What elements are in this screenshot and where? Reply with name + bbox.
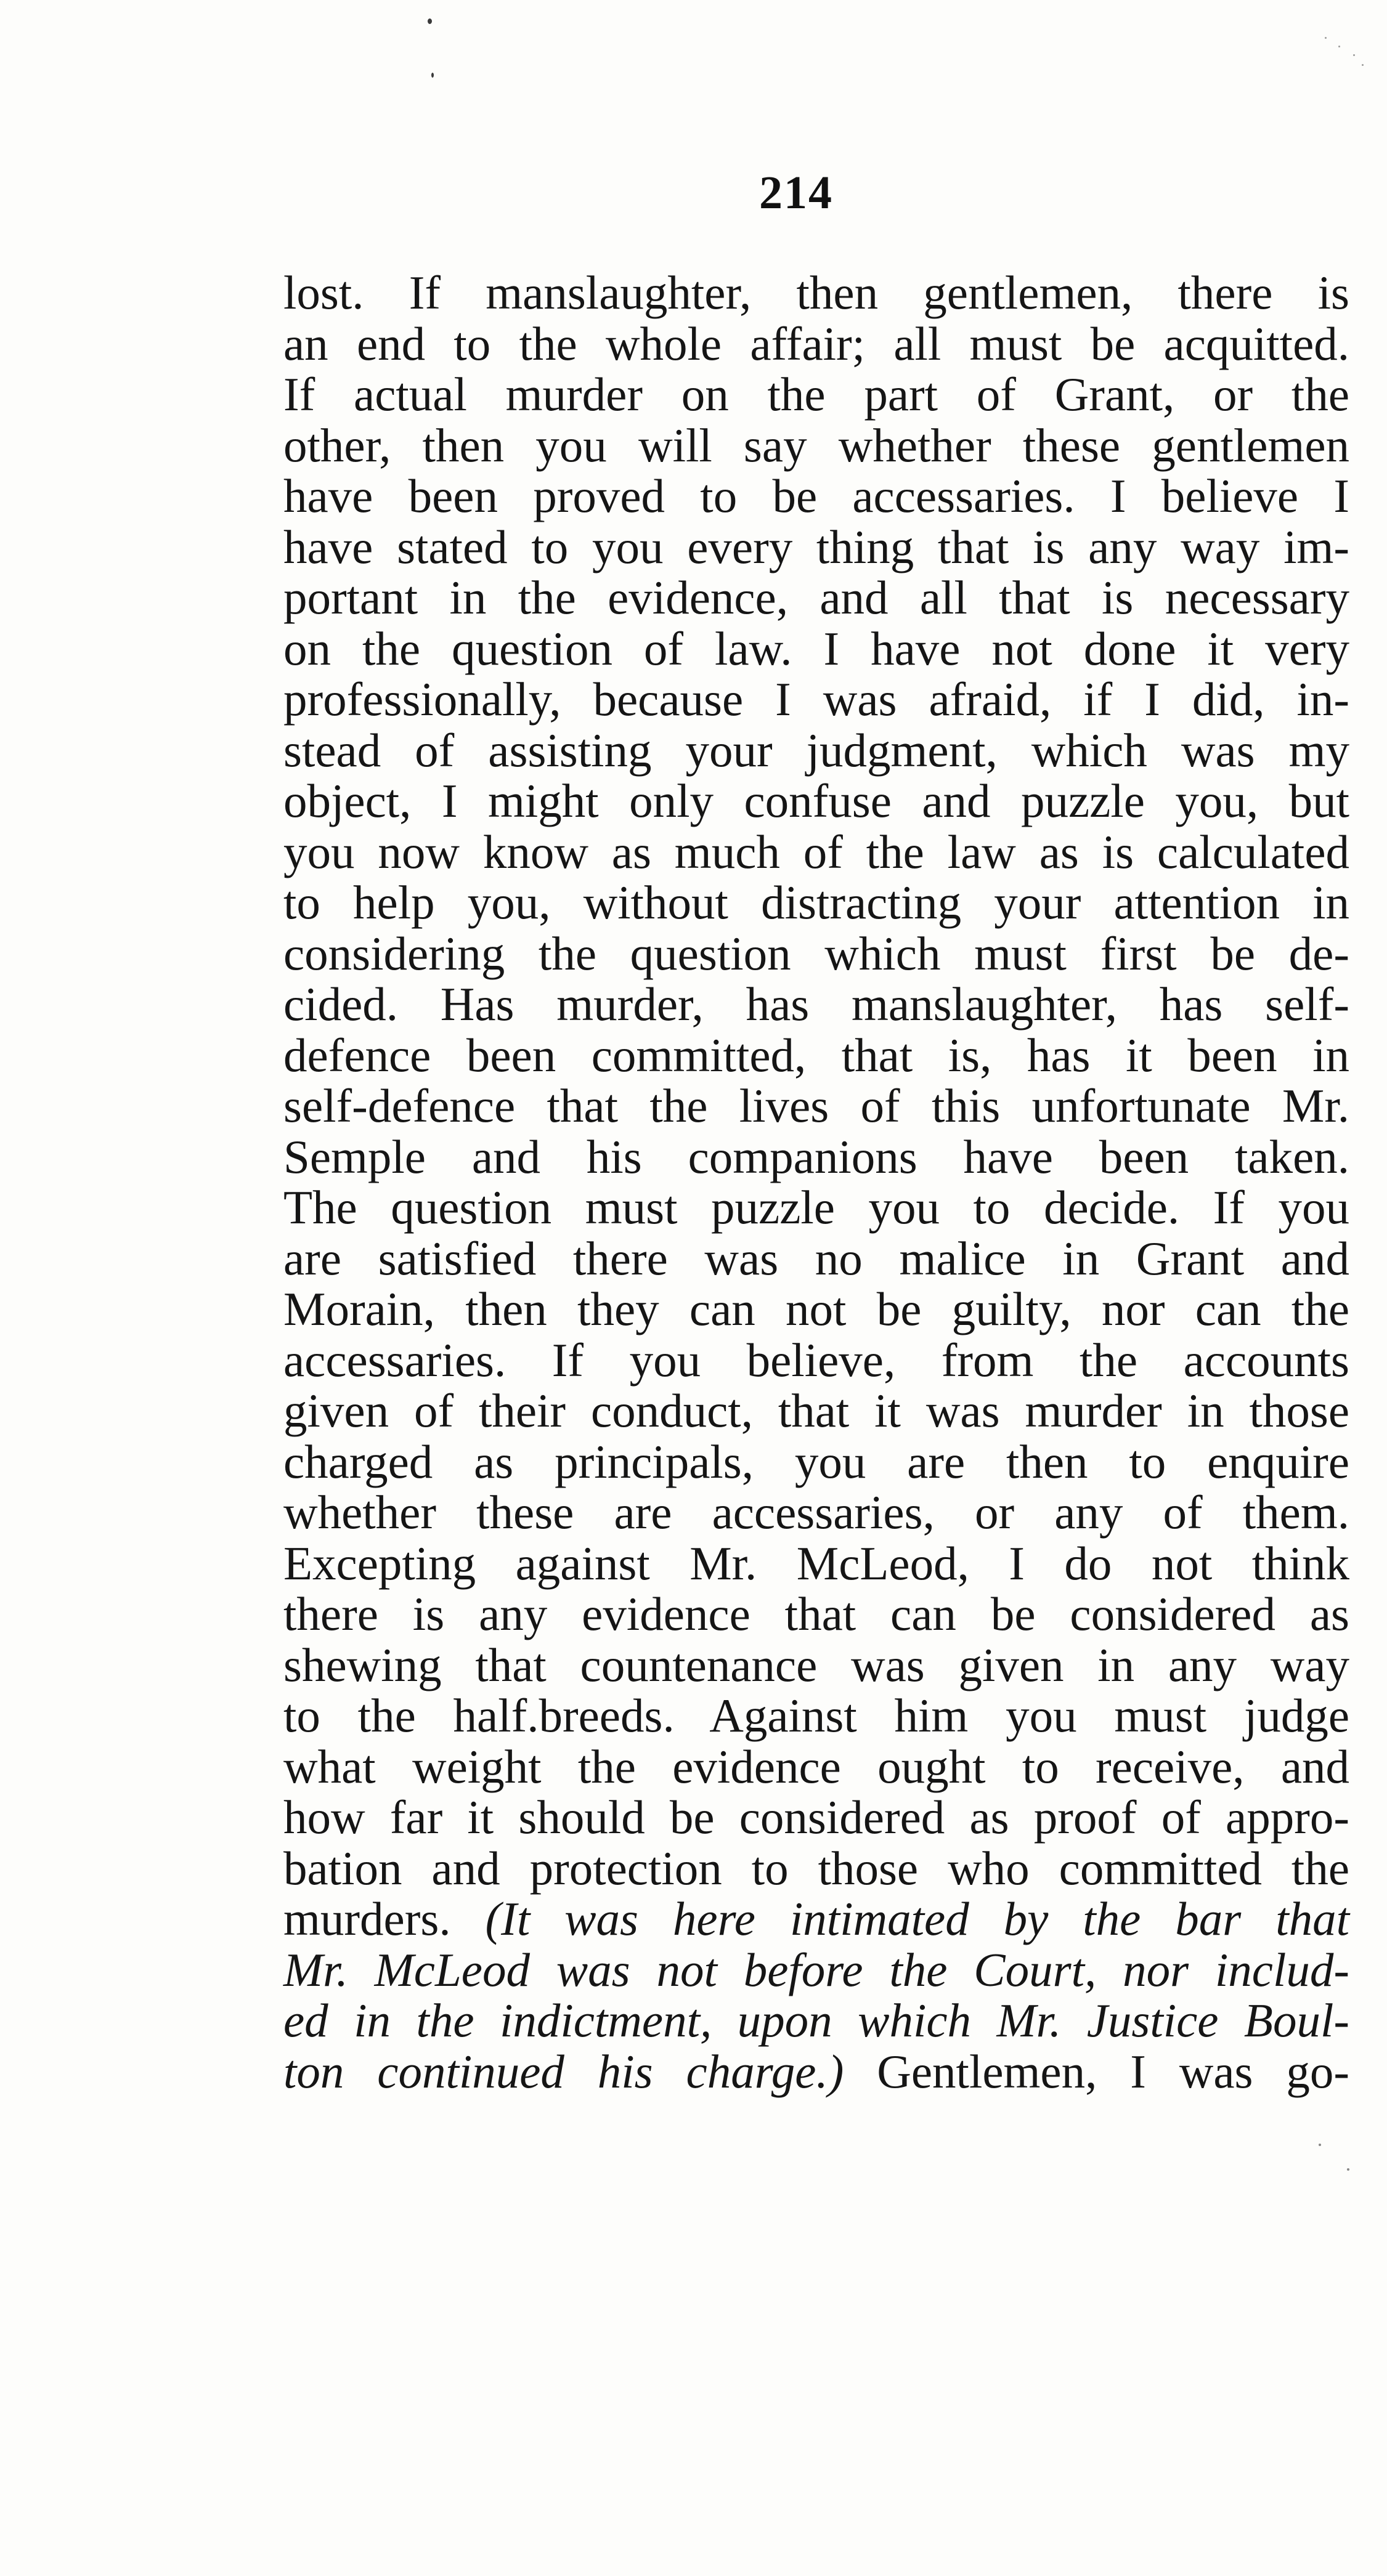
text-span: on the question of law. I have not done it very (283, 622, 1349, 675)
text-span: have been proved to be accessaries. I believe I (283, 469, 1349, 522)
ink-speck (1353, 54, 1355, 56)
text-span: considering the question which must first be de- (283, 926, 1349, 980)
text-line (283, 1741, 1349, 1792)
text-span: bation and protection to those who committed the (283, 1841, 1349, 1895)
text-span: shewing that countenance was given in any way (283, 1638, 1349, 1691)
text-span: how far it should be considered as proof of appro- (283, 1791, 1349, 1844)
text-span: are satisfied there was no malice in Grant and (283, 1231, 1349, 1285)
text-line (283, 1182, 1349, 1233)
text-span: murders. (283, 1892, 451, 1945)
text-line (283, 369, 1349, 420)
text-line (283, 267, 1349, 318)
text-line (283, 1284, 1349, 1335)
text-line (283, 725, 1349, 776)
italic-aside: (It was here intimated by the bar that (485, 1892, 1349, 1945)
text-span: If actual murder on the part of Grant, or the (283, 368, 1349, 421)
text-line (283, 1080, 1349, 1132)
text-span: Excepting against Mr. McLeod, I do not think (283, 1536, 1349, 1590)
text-line (283, 827, 1349, 878)
text-line (283, 2046, 1349, 2097)
italic-aside: ton continued his charge.) (283, 2044, 844, 2098)
text-line (283, 1487, 1349, 1538)
text-line (283, 318, 1349, 370)
text-line (283, 1538, 1349, 1589)
text-span: Gentlemen, I was go- (877, 2044, 1349, 2098)
text-line (283, 1640, 1349, 1691)
text-span: object, I might only confuse and puzzle you, but (283, 774, 1349, 827)
text-span: whether these are accessaries, or any of them. (283, 1486, 1349, 1539)
text-span: other, then you will say whether these gentlemen (283, 418, 1349, 472)
ink-speck (431, 73, 434, 78)
ink-speck (1338, 46, 1340, 47)
text-span: defence been committed, that is, has it been in (283, 1028, 1349, 1082)
text-line (283, 1436, 1349, 1488)
text-line (283, 1894, 1349, 1945)
text-line (283, 674, 1349, 725)
ink-speck (1325, 37, 1327, 39)
text-span: given of their conduct, that it was murder in those (283, 1384, 1349, 1437)
text-span: stead of assisting your judgment, which was my (283, 723, 1349, 777)
text-span: lost. If manslaughter, then gentlemen, there is (283, 266, 1349, 319)
body-text (283, 267, 1349, 2097)
ink-speck (1319, 2144, 1321, 2146)
text-span: what weight the evidence ought to receive, and (283, 1740, 1349, 1793)
text-line (283, 471, 1349, 522)
text-line (283, 522, 1349, 573)
text-span: have stated to you every thing that is any way im- (283, 520, 1349, 573)
text-line (283, 1792, 1349, 1843)
text-span: charged as principals, you are then to enquire (283, 1435, 1349, 1488)
text-line (283, 572, 1349, 623)
text-span: Semple and his companions have been taken. (283, 1130, 1349, 1183)
text-span: to help you, without distracting your attention in (283, 876, 1349, 929)
text-span: you now know as much of the law as is calculated (283, 825, 1349, 878)
text-line (283, 420, 1349, 471)
page-number: 214 (759, 167, 833, 219)
text-span: self-defence that the lives of this unfortunate Mr. (283, 1079, 1349, 1132)
text-line (283, 1690, 1349, 1741)
text-span: professionally, because I was afraid, if I did, in- (283, 673, 1349, 726)
text-span: there is any evidence that can be considered as (283, 1587, 1349, 1640)
text-line (283, 928, 1349, 979)
text-line (283, 1843, 1349, 1894)
ink-speck (428, 18, 432, 24)
text-span: an end to the whole affair; all must be acquitted. (283, 317, 1349, 370)
text-span: The question must puzzle you to decide. If you (283, 1181, 1349, 1234)
text-line (283, 1589, 1349, 1640)
text-line (283, 1233, 1349, 1284)
text-line (283, 979, 1349, 1030)
text-span: Morain, then they can not be guilty, nor can the (283, 1282, 1349, 1335)
italic-aside: ed in the indictment, upon which Mr. Justice Boul- (283, 1994, 1349, 2047)
text-span: accessaries. If you believe, from the accounts (283, 1333, 1349, 1387)
text-line (283, 1335, 1349, 1386)
text-line (283, 776, 1349, 827)
ink-speck (1362, 64, 1364, 66)
ink-speck (1347, 2168, 1349, 2171)
text-line (283, 1945, 1349, 1996)
text-line (283, 1030, 1349, 1081)
text-line (283, 623, 1349, 674)
text-span: to the half.breeds. Against him you must judge (283, 1689, 1349, 1742)
text-span: cided. Has murder, has manslaughter, has self- (283, 978, 1349, 1031)
text-line (283, 877, 1349, 928)
text-line (283, 1995, 1349, 2046)
text-span: portant in the evidence, and all that is necessary (283, 571, 1349, 624)
italic-aside: Mr. McLeod was not before the Court, nor includ- (283, 1943, 1349, 1996)
text-line (283, 1385, 1349, 1436)
text-line (283, 1132, 1349, 1183)
